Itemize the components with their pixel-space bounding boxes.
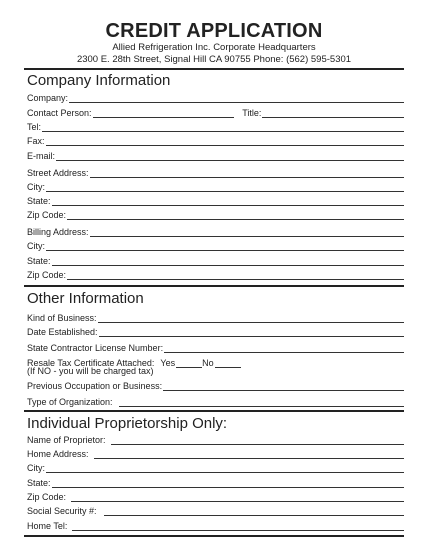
field-label: Tel:	[27, 122, 42, 132]
form-title: CREDIT APPLICATION	[105, 20, 323, 42]
proprietor-zip-field[interactable]	[27, 490, 404, 502]
company-name: Allied Refrigeration Inc. Corporate Headquarters	[112, 42, 316, 53]
bottom-divider	[24, 535, 404, 537]
city-field[interactable]	[27, 180, 404, 192]
email-field[interactable]	[27, 149, 404, 161]
previous-occupation-field[interactable]	[27, 379, 404, 391]
field-label: Fax:	[27, 136, 45, 146]
field-label: Home Address:	[27, 449, 89, 459]
section-divider	[24, 68, 404, 70]
billing-zip-field[interactable]	[27, 268, 404, 280]
field-label: Title:	[242, 108, 262, 118]
proprietor-city-field[interactable]	[27, 461, 404, 473]
no-label: No	[202, 358, 214, 368]
billing-state-field[interactable]	[27, 254, 404, 266]
field-label: Name of Proprietor:	[27, 435, 106, 445]
section-divider	[24, 285, 404, 287]
field-label: Previous Occupation or Business:	[27, 381, 163, 391]
field-label: State:	[27, 478, 51, 488]
fill-line[interactable]	[52, 478, 404, 488]
fill-line[interactable]	[90, 227, 404, 237]
field-label: Date Established:	[27, 327, 98, 337]
fill-line[interactable]	[46, 463, 404, 473]
fill-line[interactable]	[42, 122, 404, 132]
contact-person-field[interactable]	[27, 106, 404, 118]
yes-label: Yes	[160, 358, 176, 368]
field-label: Resale Tax Certificate Attached:	[27, 358, 155, 368]
section-title-other: Other Information	[27, 290, 144, 307]
fill-line[interactable]	[72, 521, 404, 531]
field-label: E-mail:	[27, 151, 56, 161]
state-field[interactable]	[27, 194, 404, 206]
fill-line[interactable]	[90, 168, 404, 178]
field-label: Kind of Business:	[27, 313, 97, 323]
fill-line[interactable]	[98, 313, 404, 323]
company-field[interactable]	[27, 91, 404, 103]
resale-note: (If NO - you will be charged tax)	[27, 366, 154, 376]
tel-field[interactable]	[27, 120, 404, 132]
yes-fill-line[interactable]	[176, 358, 202, 368]
proprietor-state-field[interactable]	[27, 476, 404, 488]
field-label: Street Address:	[27, 168, 89, 178]
kind-of-business-field[interactable]	[27, 311, 404, 323]
company-address: 2300 E. 28th Street, Signal Hill CA 90755 Phone: (562) 595-5301	[76, 54, 352, 65]
date-established-field[interactable]	[27, 325, 404, 337]
fill-line[interactable]	[71, 492, 404, 502]
billing-address-field[interactable]	[27, 225, 404, 237]
field-label: Home Tel:	[27, 521, 68, 531]
fill-line[interactable]	[119, 397, 404, 407]
section-divider	[24, 410, 404, 412]
proprietor-name-field[interactable]	[27, 433, 404, 445]
zip-field[interactable]	[27, 208, 404, 220]
form-header	[0, 20, 428, 66]
section-title-proprietor: Individual Proprietorship Only:	[27, 415, 228, 432]
field-label: Zip Code:	[27, 270, 67, 280]
field-label: City:	[27, 463, 45, 473]
home-address-field[interactable]	[27, 447, 404, 459]
field-label: Company:	[27, 93, 69, 103]
fill-line[interactable]	[52, 196, 404, 206]
field-label: Social Security #:	[27, 506, 97, 516]
field-label: Contact Person:	[27, 108, 92, 118]
fill-line[interactable]	[94, 449, 404, 459]
fill-line[interactable]	[163, 381, 404, 391]
fill-line[interactable]	[262, 108, 404, 118]
fill-line[interactable]	[164, 343, 404, 353]
field-label: City:	[27, 182, 45, 192]
fill-line[interactable]	[104, 506, 404, 516]
field-label: State Contractor License Number:	[27, 343, 164, 353]
no-fill-line[interactable]	[215, 358, 241, 368]
fill-line[interactable]	[69, 93, 404, 103]
section-title-company: Company Information	[27, 72, 171, 89]
fill-line[interactable]	[56, 151, 404, 161]
field-label: Type of Organization:	[27, 397, 113, 407]
fill-line[interactable]	[67, 270, 404, 280]
field-label: State:	[27, 256, 51, 266]
license-number-field[interactable]	[27, 341, 404, 353]
street-address-field[interactable]	[27, 166, 404, 178]
fill-line[interactable]	[52, 256, 404, 266]
billing-city-field[interactable]	[27, 239, 404, 251]
fill-line[interactable]	[46, 182, 404, 192]
fill-line[interactable]	[93, 108, 235, 118]
fax-field[interactable]	[27, 134, 404, 146]
fill-line[interactable]	[67, 210, 404, 220]
home-tel-field[interactable]	[27, 519, 404, 531]
field-label: Zip Code:	[27, 210, 67, 220]
fill-line[interactable]	[46, 241, 404, 251]
field-label: City:	[27, 241, 45, 251]
organization-type-field[interactable]	[27, 395, 404, 407]
field-label: Zip Code:	[27, 492, 67, 502]
fill-line[interactable]	[46, 136, 404, 146]
fill-line[interactable]	[99, 327, 404, 337]
ssn-field[interactable]	[27, 504, 404, 516]
fill-line[interactable]	[111, 435, 404, 445]
field-label: Billing Address:	[27, 227, 89, 237]
field-label: State:	[27, 196, 51, 206]
